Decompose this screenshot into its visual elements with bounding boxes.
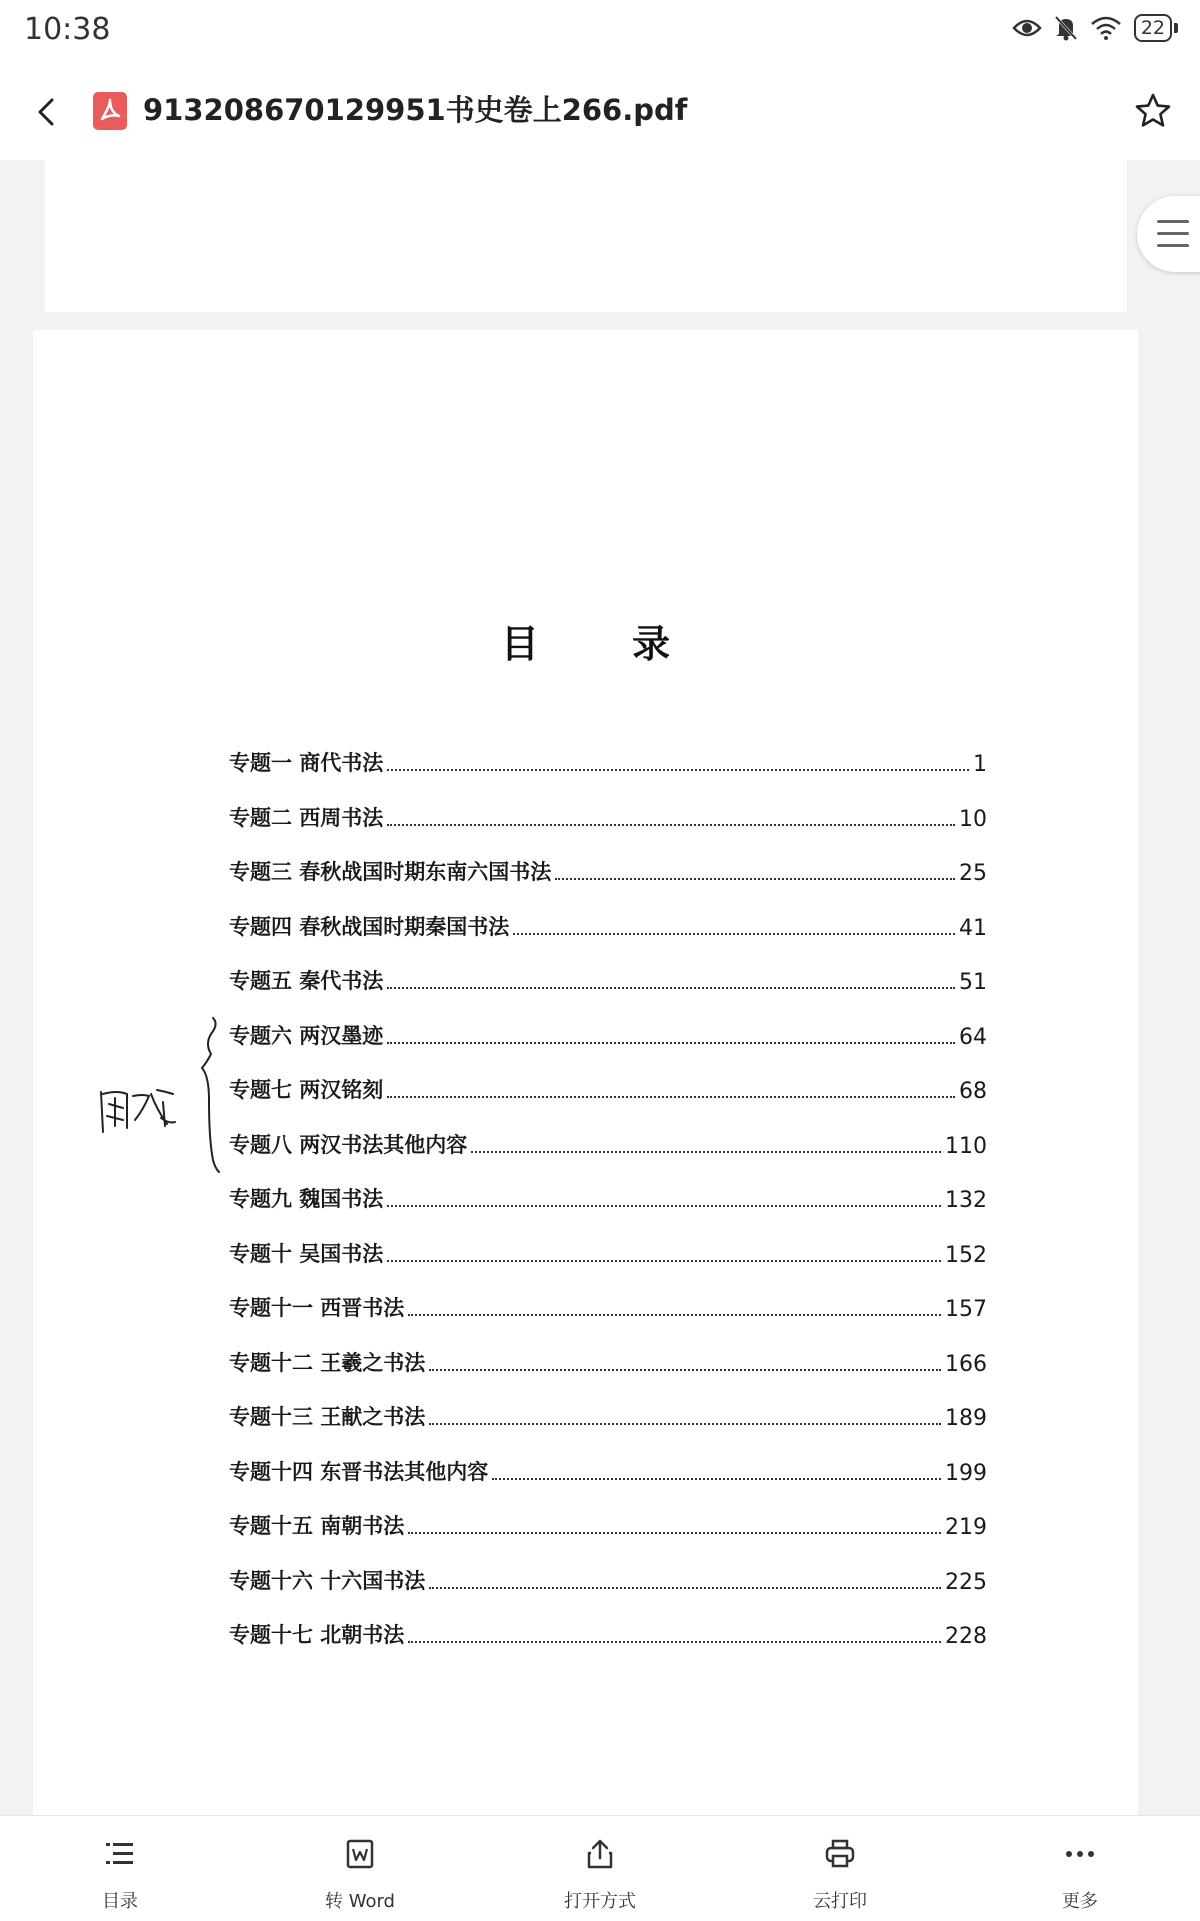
pdf-page bbox=[33, 330, 1138, 1815]
toc-dot-leader bbox=[492, 1478, 941, 1480]
toc-entry-page: 10 bbox=[959, 806, 987, 832]
page-heading: 目 录 bbox=[500, 621, 711, 666]
toc-entry-page: 110 bbox=[945, 1133, 987, 1159]
toc-dot-leader bbox=[555, 878, 955, 880]
toc-dot-leader bbox=[408, 1641, 941, 1643]
toc-dot-leader bbox=[513, 933, 955, 935]
toc-entry[interactable] bbox=[229, 1615, 987, 1649]
toc-entry-label: 专题十二 王羲之书法 bbox=[229, 1350, 426, 1375]
toc-entry[interactable] bbox=[229, 743, 987, 777]
toc-entry-label: 专题九 魏国书法 bbox=[229, 1187, 384, 1211]
toc-entry-page: 51 bbox=[959, 970, 987, 995]
toc-dot-leader bbox=[387, 1042, 955, 1044]
toc-entry-label: 专题四 春秋战国时期秦国书法 bbox=[229, 914, 510, 939]
toc-dot-leader bbox=[387, 1205, 941, 1207]
battery-level: 22 bbox=[1134, 14, 1172, 42]
share-icon bbox=[584, 1838, 616, 1870]
toc-dot-leader bbox=[408, 1314, 941, 1316]
toc-entry-label: 专题十七 北朝书法 bbox=[229, 1623, 405, 1647]
toc-dot-leader bbox=[387, 769, 969, 771]
convert-word-button[interactable] bbox=[300, 1816, 420, 1921]
toc-entry-label: 专题六 两汉墨迹 bbox=[229, 1023, 384, 1048]
toc-entry[interactable] bbox=[229, 852, 987, 886]
toc-entry-page: 68 bbox=[959, 1079, 987, 1104]
toc-entry[interactable] bbox=[229, 1561, 987, 1595]
toc-dot-leader bbox=[429, 1369, 941, 1371]
toc-button-label: 目录 bbox=[102, 1891, 138, 1912]
toc-dot-leader bbox=[429, 1587, 941, 1589]
toc-entry-page: 157 bbox=[945, 1297, 987, 1322]
toc-entry-label: 专题十 吴国书法 bbox=[229, 1241, 384, 1266]
more-button[interactable] bbox=[1020, 1816, 1140, 1921]
toc-entry-page: 219 bbox=[945, 1515, 987, 1540]
favorite-button[interactable] bbox=[1132, 90, 1174, 132]
toc-entry-page: 132 bbox=[945, 1188, 987, 1213]
toc-entry-label: 专题一 商代书法 bbox=[229, 751, 384, 775]
bell-off-icon bbox=[1054, 15, 1078, 41]
chevron-left-icon bbox=[28, 92, 68, 132]
file-title: 913208670129951书史卷上266.pdf bbox=[143, 93, 688, 127]
toc-entry-page: 228 bbox=[945, 1624, 987, 1649]
word-icon bbox=[344, 1838, 376, 1870]
status-time: 10:38 bbox=[24, 12, 111, 47]
battery-icon bbox=[1134, 14, 1178, 42]
toc-entry-page: 41 bbox=[959, 915, 987, 941]
star-icon bbox=[1132, 90, 1174, 132]
back-button[interactable] bbox=[28, 92, 68, 132]
toc-entry[interactable] bbox=[229, 907, 987, 941]
toc-entry[interactable] bbox=[229, 1288, 987, 1322]
toc-entry-label: 专题十一 西晋书法 bbox=[229, 1296, 405, 1320]
toc-entry[interactable] bbox=[229, 961, 987, 995]
open-with-label: 打开方式 bbox=[564, 1891, 636, 1912]
bottom-toolbar bbox=[0, 1815, 1200, 1921]
list-icon bbox=[104, 1838, 136, 1870]
toc-entry-label: 专题十四 东晋书法其他内容 bbox=[229, 1459, 489, 1484]
app-header bbox=[0, 62, 1200, 160]
toc-entry-label: 专题五 秦代书法 bbox=[229, 969, 384, 993]
toc-entry[interactable] bbox=[229, 1016, 987, 1050]
toc-dot-leader bbox=[387, 824, 955, 826]
toc-entry-page: 1 bbox=[973, 752, 987, 777]
toc-entry-page: 25 bbox=[959, 861, 987, 886]
convert-word-label: 转 Word bbox=[325, 1891, 395, 1912]
toc-entry-page: 152 bbox=[945, 1242, 987, 1268]
handwritten-annotation bbox=[93, 1010, 223, 1180]
printer-icon bbox=[824, 1838, 856, 1870]
outline-toggle-button[interactable] bbox=[1137, 196, 1200, 272]
toc-dot-leader bbox=[429, 1423, 941, 1425]
toc-dot-leader bbox=[471, 1151, 941, 1153]
more-icon bbox=[1064, 1838, 1096, 1870]
previous-page bbox=[45, 160, 1127, 312]
toc-entry[interactable] bbox=[229, 798, 987, 832]
cloud-print-button[interactable] bbox=[780, 1816, 900, 1921]
toc-entry[interactable] bbox=[229, 1234, 987, 1268]
cloud-print-label: 云打印 bbox=[813, 1891, 867, 1912]
toc-dot-leader bbox=[387, 1260, 941, 1262]
toc-entry[interactable] bbox=[229, 1179, 987, 1213]
toc-entry-page: 225 bbox=[945, 1569, 987, 1595]
toc-dot-leader bbox=[387, 1096, 955, 1098]
toc-entry[interactable] bbox=[229, 1343, 987, 1377]
pdf-file-icon bbox=[93, 92, 127, 130]
toc-entry[interactable] bbox=[229, 1506, 987, 1540]
toc-entry[interactable] bbox=[229, 1070, 987, 1104]
toc-entry-page: 64 bbox=[959, 1024, 987, 1050]
toc-entry-label: 专题十六 十六国书法 bbox=[229, 1568, 426, 1593]
status-icons bbox=[1012, 14, 1178, 42]
status-bar bbox=[0, 0, 1200, 62]
toc-entry-label: 专题十五 南朝书法 bbox=[229, 1514, 405, 1538]
toc-entry-label: 专题二 西周书法 bbox=[229, 805, 384, 830]
toc-entry-label: 专题三 春秋战国时期东南六国书法 bbox=[229, 860, 552, 884]
toc-entry-label: 专题七 两汉铭刻 bbox=[229, 1078, 384, 1102]
toc-entry[interactable] bbox=[229, 1125, 987, 1159]
eye-icon bbox=[1012, 17, 1042, 39]
wifi-icon bbox=[1090, 16, 1122, 40]
toc-entry-page: 189 bbox=[945, 1406, 987, 1431]
toc-entry[interactable] bbox=[229, 1397, 987, 1431]
open-with-button[interactable] bbox=[540, 1816, 660, 1921]
more-button-label: 更多 bbox=[1062, 1891, 1098, 1912]
toc-dot-leader bbox=[387, 987, 955, 989]
toc-entry-page: 166 bbox=[945, 1351, 987, 1377]
toc-dot-leader bbox=[408, 1532, 941, 1534]
toc-entry-label: 专题八 两汉书法其他内容 bbox=[229, 1132, 468, 1157]
toc-button[interactable] bbox=[60, 1816, 180, 1921]
toc-entry-label: 专题十三 王献之书法 bbox=[229, 1405, 426, 1429]
toc-entry[interactable] bbox=[229, 1452, 987, 1486]
toc-entry-page: 199 bbox=[945, 1460, 987, 1486]
